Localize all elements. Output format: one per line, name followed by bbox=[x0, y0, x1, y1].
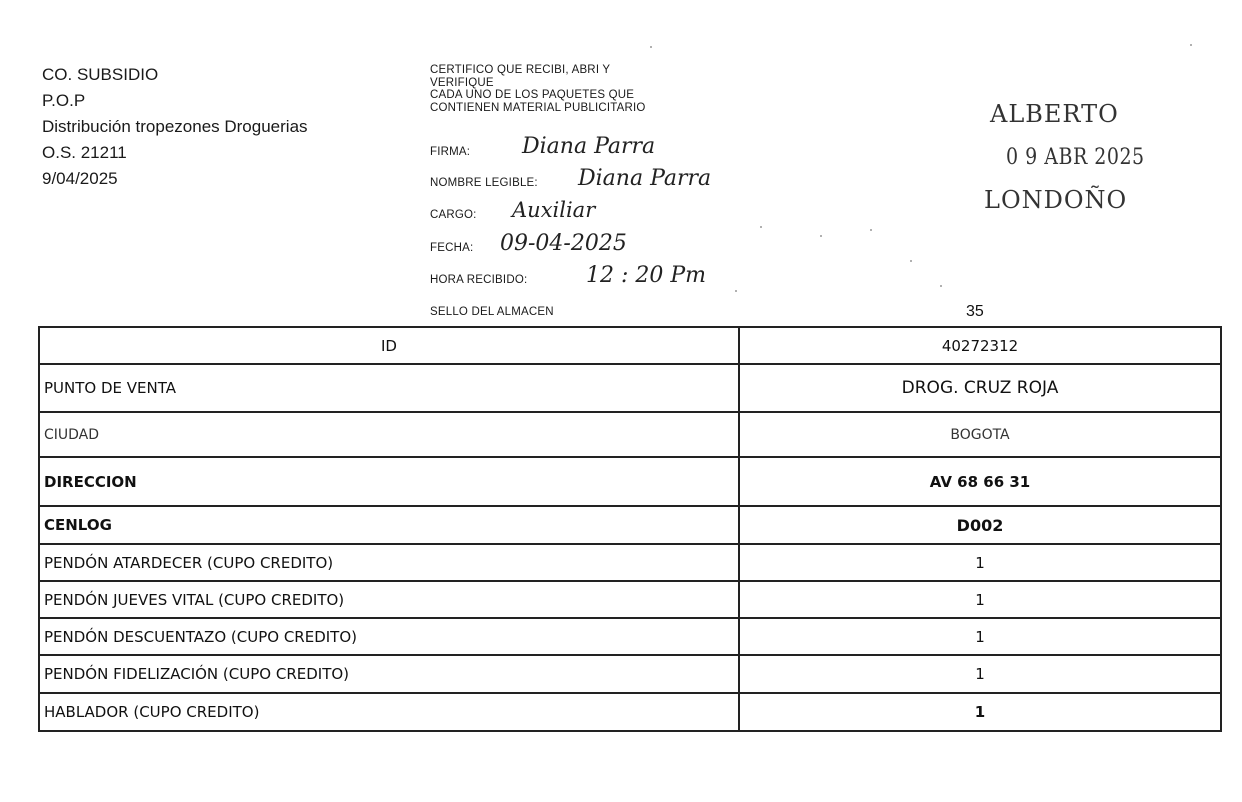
table-row bbox=[39, 655, 1221, 693]
table-row bbox=[39, 364, 1221, 412]
row-label: ID bbox=[39, 327, 739, 364]
hora-label: HORA RECIBIDO: bbox=[430, 274, 528, 286]
cert-line-4: CONTIENEN MATERIAL PUBLICITARIO bbox=[430, 101, 646, 114]
nombre-value: Diana Parra bbox=[578, 166, 712, 191]
stamp-date: 0 9 ABR 2025 bbox=[1006, 143, 1145, 171]
firma-signature: Diana Parra bbox=[522, 134, 656, 159]
row-label: PENDÓN ATARDECER (CUPO CREDITO) bbox=[39, 544, 739, 581]
row-value: 1 bbox=[739, 693, 1221, 731]
table-row bbox=[39, 457, 1221, 506]
fecha-label: FECHA: bbox=[430, 242, 474, 254]
row-value: 40272312 bbox=[739, 327, 1221, 364]
cargo-label: CARGO: bbox=[430, 209, 477, 221]
table-row bbox=[39, 693, 1221, 731]
row-value: BOGOTA bbox=[739, 412, 1221, 457]
table-row bbox=[39, 544, 1221, 581]
company-name: CO. SUBSIDIO bbox=[42, 65, 159, 84]
document-date: 9/04/2025 bbox=[42, 169, 118, 188]
hora-value: 12 : 20 Pm bbox=[586, 263, 707, 288]
row-value: 1 bbox=[739, 581, 1221, 618]
firma-label: FIRMA: bbox=[430, 146, 471, 158]
row-value: DROG. CRUZ ROJA bbox=[739, 364, 1221, 412]
row-value: 1 bbox=[739, 618, 1221, 655]
row-value: 1 bbox=[739, 544, 1221, 581]
fecha-value: 09-04-2025 bbox=[500, 231, 627, 256]
cert-line-3: CADA UNO DE LOS PAQUETES QUE bbox=[430, 89, 635, 101]
stamp-name-top: ALBERTO bbox=[990, 100, 1119, 128]
service-order: O.S. 21211 bbox=[42, 143, 127, 162]
row-label: CIUDAD bbox=[39, 412, 739, 457]
row-value: AV 68 66 31 bbox=[739, 457, 1221, 506]
cert-line-1: CERTIFICO QUE RECIBI, ABRI Y bbox=[430, 64, 611, 76]
row-label: CENLOG bbox=[39, 506, 739, 544]
row-label: DIRECCION bbox=[39, 457, 739, 506]
stamp-name-bottom: LONDOÑO bbox=[984, 186, 1128, 214]
certification-statement bbox=[430, 64, 646, 114]
delivery-table bbox=[38, 326, 1222, 732]
distribution-title: Distribución tropezones Droguerias bbox=[42, 117, 308, 136]
table-row bbox=[39, 506, 1221, 544]
row-label: HABLADOR (CUPO CREDITO) bbox=[39, 693, 739, 731]
sello-label: SELLO DEL ALMACEN bbox=[430, 306, 554, 318]
table-row bbox=[39, 412, 1221, 457]
cert-line-2: VERIFIQUE bbox=[430, 76, 494, 89]
row-label: PENDÓN DESCUENTAZO (CUPO CREDITO) bbox=[39, 618, 739, 655]
sender-info bbox=[42, 62, 308, 192]
row-label: PENDÓN FIDELIZACIÓN (CUPO CREDITO) bbox=[39, 655, 739, 693]
row-value: D002 bbox=[739, 506, 1221, 544]
row-label: PENDÓN JUEVES VITAL (CUPO CREDITO) bbox=[39, 581, 739, 618]
page-number: 35 bbox=[966, 303, 984, 320]
pop-label: P.O.P bbox=[42, 91, 86, 110]
table-row bbox=[39, 581, 1221, 618]
row-value: 1 bbox=[739, 655, 1221, 693]
table-row bbox=[39, 327, 1221, 364]
cargo-value: Auxiliar bbox=[512, 198, 596, 222]
row-label: PUNTO DE VENTA bbox=[39, 364, 739, 412]
nombre-label: NOMBRE LEGIBLE: bbox=[430, 177, 538, 189]
table-row bbox=[39, 618, 1221, 655]
